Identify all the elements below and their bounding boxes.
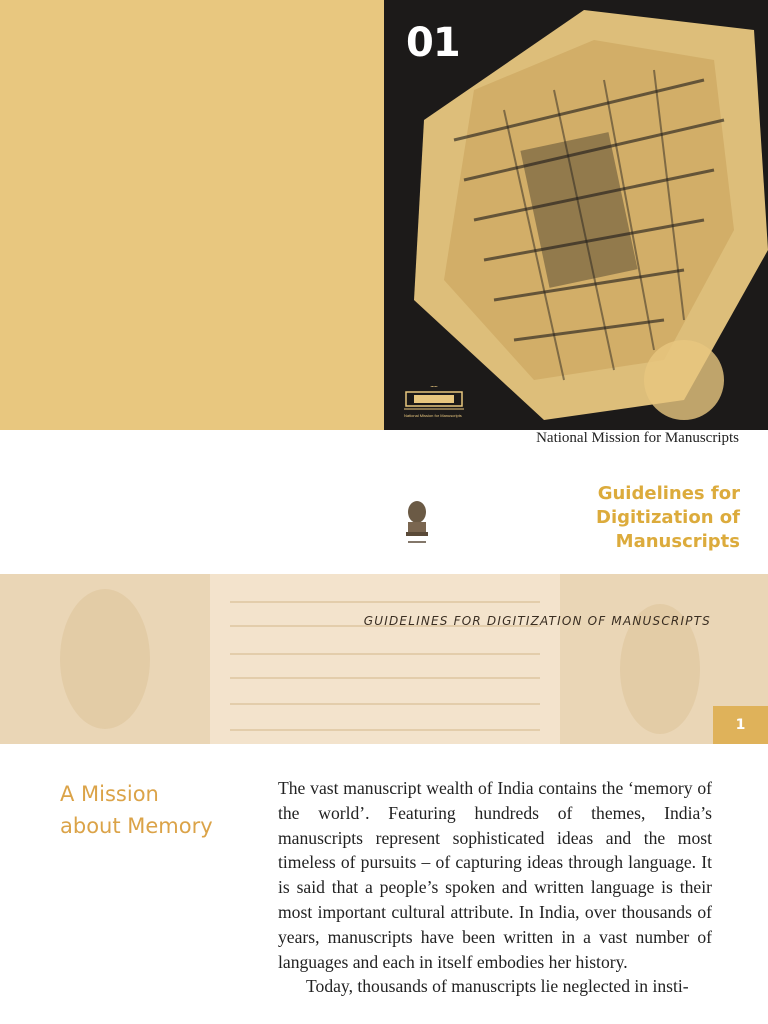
document-title (596, 482, 740, 554)
logo-caption: National Mission for Manuscripts (404, 413, 462, 418)
cover-image-panel (384, 0, 768, 430)
publisher-name: National Mission for Manuscripts (536, 430, 739, 446)
national-emblem-icon (402, 498, 432, 548)
paragraph: Today, thousands of manuscripts lie neglected in insti- (306, 976, 689, 997)
banner-heading: GUIDELINES FOR DIGITIZATION OF MANUSCRIPTS (363, 614, 711, 628)
title-line-3: Manuscripts (615, 531, 740, 552)
chapter-banner (0, 574, 768, 744)
cover-number: 01 (406, 20, 460, 66)
paragraph: The vast manuscript wealth of India contains the ‘memory of the world’. Featuring hundreds of themes, India’s manuscripts represent sophisticated ideas and the most timeless of pursuits – of capturing ideas through language. It is said that a people’s spoken and written language is their most important cultural attribute. In India, over thousands of years, manuscripts have been written in a vast number of languages and each in itself embodies her history. (278, 778, 712, 972)
section-heading-line-1: A Mission (60, 782, 159, 806)
cover-left-panel (0, 0, 384, 430)
title-line-1: Guidelines for (597, 483, 740, 504)
svg-text:•••••: ••••• (430, 384, 438, 389)
section-body (278, 776, 712, 999)
section-heading-line-2: about Memory (60, 814, 213, 838)
banner-background-art (0, 574, 768, 744)
page-number-badge: 1 (713, 706, 768, 744)
title-line-2: Digitization of (596, 507, 740, 528)
section-heading (60, 778, 260, 842)
